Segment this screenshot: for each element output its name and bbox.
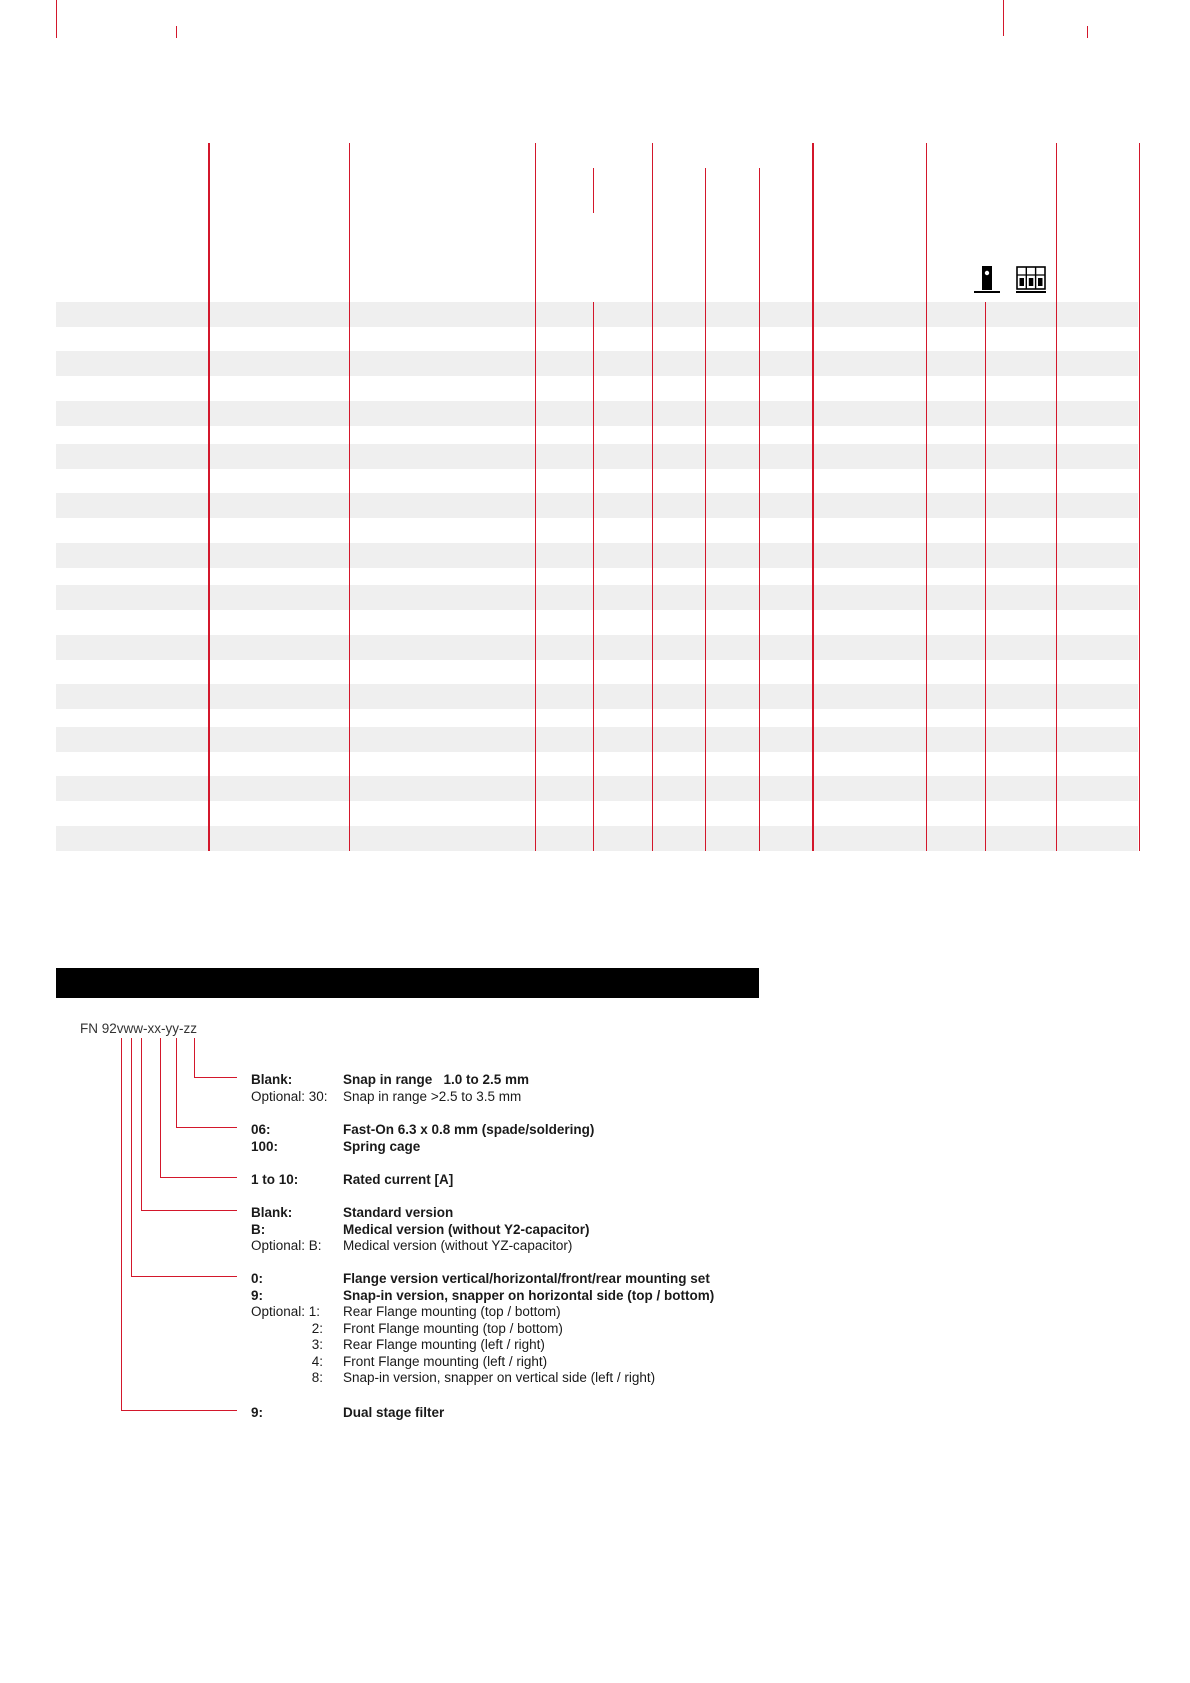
option-value: Rear Flange mounting (top / bottom) [343,1304,561,1319]
table-row-stripe [56,684,1138,709]
option-key: 3: [311,1337,323,1352]
table-row-stripe [56,776,1138,801]
option-value: Medical version (without Y2-capacitor) [343,1221,590,1237]
table-row-stripe [56,543,1138,568]
table-row-stripe [56,401,1138,426]
table-subcolumn-divider [593,302,594,851]
table-column-divider [349,143,350,851]
option-key: 2: [311,1320,323,1336]
table-subcolumn-divider [705,168,706,851]
option-value: Front Flange mounting (top / bottom) [343,1320,563,1336]
option-key: 100: [251,1138,279,1154]
option-value: Snap-in version, snapper on vertical side (left / right) [343,1370,656,1385]
option-key: Blank: [251,1205,293,1220]
table-column-divider [812,143,814,851]
table-row-stripe [56,635,1138,660]
ordering-section-header-bar [56,968,759,998]
crop-mark-top-right [1003,0,1004,36]
table-column-divider [652,143,653,851]
table-row-stripe [56,302,1138,327]
option-key: 9: [251,1405,264,1420]
table-subcolumn-divider [985,302,986,851]
crop-mark-top-left-small [176,26,177,38]
table-column-divider [208,143,210,851]
option-value: Snap in range 1.0 to 2.5 mm [343,1072,530,1087]
option-value: Standard version [343,1205,454,1220]
table-row-stripe [56,444,1138,469]
option-value: Medical version (without YZ-capacitor) [343,1238,573,1253]
table-row-stripe [56,351,1138,376]
table-row-stripe [56,585,1138,610]
option-key: Optional: 30: [251,1088,328,1104]
crop-mark-top-left [56,0,57,38]
option-value: Spring cage [343,1138,421,1154]
option-key: Blank: [251,1072,293,1087]
option-key: 1 to 10: [251,1172,299,1187]
table-column-divider [535,143,536,851]
table-row-stripe [56,826,1138,851]
table-row-stripe [56,727,1138,752]
ordering-code: FN 92vww-xx-yy-zz [80,1021,197,1036]
option-key: B: [251,1221,266,1237]
table-row-stripe [56,493,1138,518]
option-key: 8: [311,1370,323,1385]
table-column-divider [1139,143,1140,851]
option-value: Snap in range >2.5 to 3.5 mm [343,1088,522,1104]
option-key: 06: [251,1122,271,1137]
crop-mark-top-right-small [1087,26,1088,38]
multi-terminal-block-icon [1016,265,1046,295]
option-key: Optional: 1: [251,1304,321,1319]
option-value: Snap-in version, snapper on horizontal side (top / bottom) [343,1287,715,1303]
option-value: Flange version vertical/horizontal/front/rear mounting set [343,1271,710,1286]
option-value: Rear Flange mounting (left / right) [343,1337,545,1352]
table-subcolumn-divider [593,168,594,213]
option-key: 4: [311,1353,323,1369]
option-key: 9: [251,1287,264,1303]
option-value: Fast-On 6.3 x 0.8 mm (spade/soldering) [343,1122,595,1137]
option-value: Rated current [A] [343,1172,454,1187]
option-value: Dual stage filter [343,1405,445,1420]
table-column-divider [1056,143,1057,851]
single-terminal-icon [974,265,1000,295]
table-column-divider [926,143,927,851]
option-key: 0: [251,1271,264,1286]
table-subcolumn-divider [759,168,760,851]
option-key: Optional: B: [251,1238,322,1253]
option-value: Front Flange mounting (left / right) [343,1353,548,1369]
